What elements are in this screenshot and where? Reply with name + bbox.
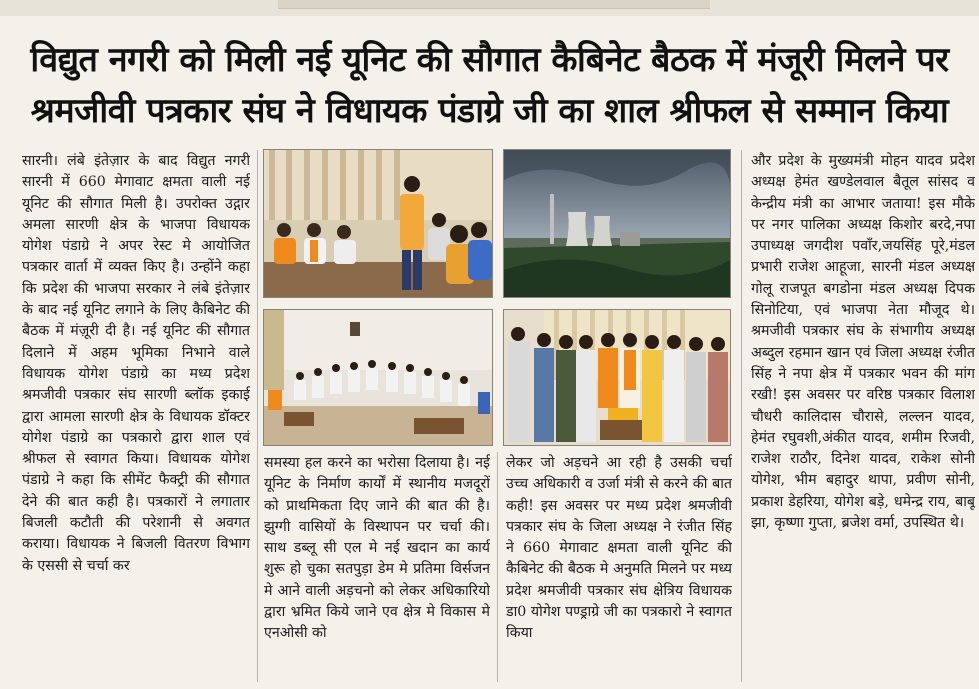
article-column-2	[264, 453, 490, 683]
article-column-4	[751, 151, 975, 681]
photo-power-plant	[503, 149, 731, 298]
photo-press-conference	[263, 149, 493, 298]
article-text: लेकर जो अड़चने आ रही है उसकी चर्चा उच्च अधिकारी व उर्जा मंत्री से करने की बात कही! इस अवसर पर मध्य प्रदेश श्रमजीवी पत्रकार संघ के जिला अध्यक्ष ने रंजीत सिंह ने 660 मेगावाट क्षमता वाली यूनिट की कैबिनेट की बैठक मे अनुमति मिलने पर मध्य प्रदेश श्रमजीवी पत्रकार संघ क्षेत्रिय विधायक डा0 योगेश पण्ड्राग्रे जी का पत्रकारो ने स्वागत किया	[506, 455, 732, 642]
scan-top-tab	[278, 0, 710, 9]
article-text: और प्रदेश के मुख्यमंत्री मोहन यादव प्रदेश अध्यक्ष हेमंत खण्डेलवाल बैतूल सांसद व केन्द्रीय मंत्री का आभार जताया! इस मौके पर नगर पालिका अध्यक्ष किशोर बरदे,नपा उपाध्यक्ष जगदीश पवाँर,जयसिंह पूरे,मंडल प्रभारी राजेश आहूजा, सारनी मंडल अध्यक्ष गोलू राजपूत बगडोना मंडल अध्यक्ष दिपक सिनोटिया, एवं भाजपा नेता मौजूद थे। श्रमजीवी पत्रकार संघ के संभागीय अध्यक्ष अब्दुल रहमान खान एवं जिला अध्यक्ष रंजीत सिंह ने नपा क्षेत्र में पत्रकार भवन की मांग रखी! इस अवसर पर वरिष्ठ पत्रकार विलाश चौधरी कालिदास चौरासे, लल्लन यादव, हेमंत रघुवशी,अंकीत यादव, शमीम रिजवी, राजेश राठौर, दिनेश यादव, राकेश सोनी योगेश, भीम बहादुर थापा, प्रवीण सोनी, प्रकाश डेहरिया, योगेश बड़े, धमेन्द्र राय, बाबू झा, कृष्णा गुप्ता, ब्रजेश वर्मा, उपस्थित थे।	[751, 153, 975, 532]
article-text: समस्या हल करने का भरोसा दिलाया है। नई यूनिट के निर्माण कार्यों में स्थानीय मजदूरों को प्राथमिकता दिए जाने की बात की है। झुग्गी वासियों के विस्थापन पर चर्चा की। साथ डब्लू सी एल मे नई खदान का कार्य शुरू हो चुका सतपुड़ा डेम मे प्रतिमा विर्सजन मे आने वाली अड़चनो को लेकर अधिकारियो द्वारा भ्रमित किये जाने एव क्षेत्र मे विकास मे एनओसी को	[264, 455, 490, 642]
article-column-3	[506, 453, 732, 683]
photo-meeting-hall	[263, 309, 493, 446]
headline	[0, 34, 979, 136]
headline-line-2: श्रमजीवी पत्रकार संघ ने विधायक पंडाग्रे जी का शाल श्रीफल से सम्मान किया	[30, 91, 949, 131]
scan-top-strip	[0, 0, 979, 16]
column-rule	[497, 452, 498, 682]
article-column-1	[22, 151, 250, 681]
photo-felicitation	[503, 309, 731, 446]
column-rule	[741, 150, 742, 682]
headline-line-1: विद्युत नगरी को मिली नई यूनिट की सौगात कैबिनेट बैठक में मंजूरी मिलने पर	[30, 40, 949, 80]
column-rule	[257, 150, 258, 682]
article-text: सारनी। लंबे इंतेज़ार के बाद विद्युत नगरी सारनी में 660 मेगावाट क्षमता वाली नई यूनिट की सौगात मिली है। उपरोक्त उद्गार अमला सारणी क्षेत्र के भाजपा विधायक योगेश पंडाग्रे ने अपर रेस्ट मे आयोजित पत्रकार वार्ता में व्यक्त किए है। उन्होंने कहा कि प्रदेश की भाजपा सरकार ने लंबे इंतेज़ार के बाद नई यूनिट लगाने के लिए कैबिनेट की बैठक में मंज़ूरी दी है। नई यूनिट की सौगात दिलाने में अहम भूमिका निभाने वाले विधायक योगेश पंडाग्रे का मध्य प्रदेश श्रमजीवी पत्रकार संघ सारणी ब्लॉक इकाई द्वारा आमला सारणी क्षेत्र के विधायक डॉक्टर योगेश पंडाग्रे का पत्रकारो द्वारा शाल एवं श्रीफल से स्वागत किया। विधायक योगेश पंडाग्रे ने कहा कि सीमेंट फैक्ट्री की सौगात देने की बात कही है। पत्रकारों ने लगातार बिजली कटौती की परेशानी से अवगत कराया। विधायक ने बिजली वितरण विभाग के एससी से चर्चा कर	[22, 153, 250, 574]
